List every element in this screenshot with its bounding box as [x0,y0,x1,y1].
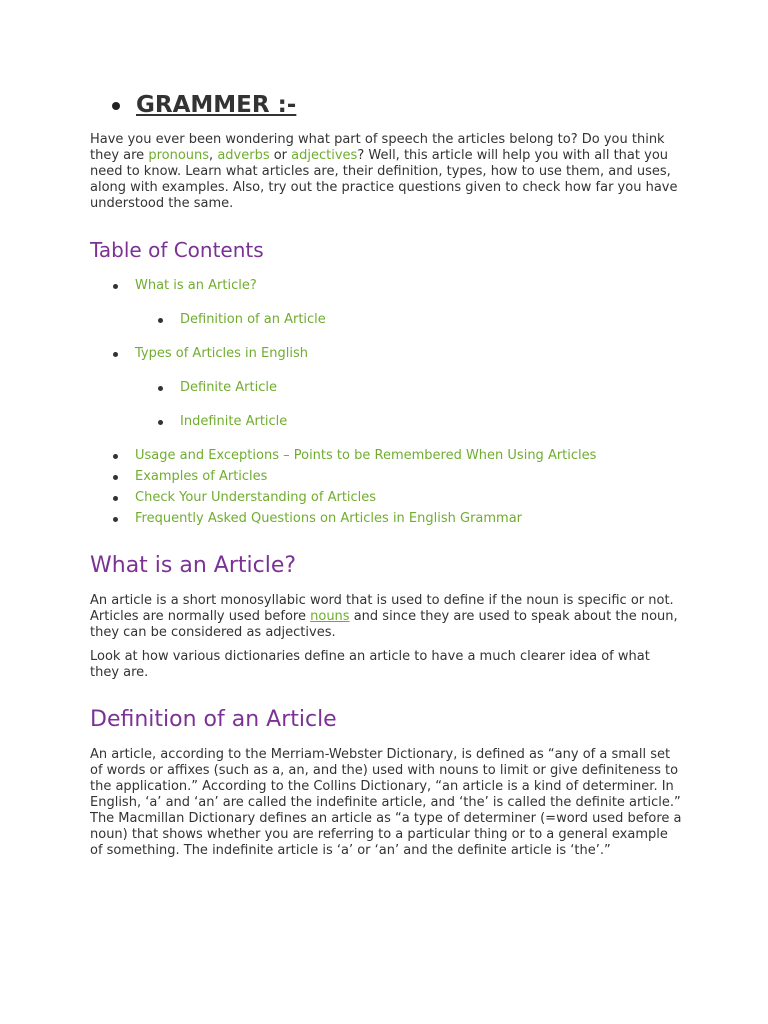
intro-text-4: ? Well, this article will help you with all that you need to know. Learn what articles are, their definition, types, how to use them, and uses, along with examples. Also, try out the practice questions given to check how far you have understood the same. [90,148,678,211]
toc-item-faq[interactable]: Frequently Asked Questions on Articles in English Grammar [90,511,682,527]
link-adjectives[interactable]: adjectives [291,148,358,163]
intro-text-3: or [269,148,292,163]
what-paragraph-2: Look at how various dictionaries define an article to have a much clearer idea of what they are. [90,649,650,680]
main-title: GRAMMER :- [90,88,682,122]
toc-item-examples[interactable]: Examples of Articles [90,469,682,485]
toc-item-what-is-article[interactable]: What is an Article? [90,278,682,294]
link-adverbs[interactable]: adverbs [217,148,270,163]
toc-item-indefinite[interactable]: Indefinite Article [90,414,682,430]
intro-text-2: , [209,148,218,163]
toc-item-check[interactable]: Check Your Understanding of Articles [90,490,682,506]
toc-list [90,278,682,527]
link-pronouns[interactable]: pronouns [148,148,210,163]
main-title-list [90,88,682,122]
what-heading: What is an Article? [90,553,297,578]
definition-heading: Definition of an Article [90,707,337,732]
toc-item-definition[interactable]: Definition of an Article [90,312,682,328]
toc-item-usage[interactable]: Usage and Exceptions – Points to be Remembered When Using Articles [90,448,682,464]
what-text-1: An article is a short monosyllabic word that is used to define if the noun is specific or not. Articles are normally used before [90,593,674,624]
intro-text-1: Have you ever been wondering what part of speech the articles belong to? Do you think they are [90,132,665,163]
document-content [90,88,682,867]
link-nouns[interactable]: nouns [310,609,350,624]
intro-paragraph [90,132,682,212]
toc-heading: Table of Contents [90,238,264,262]
definition-paragraph: An article, according to the Merriam-Webster Dictionary, is defined as “any of a small set of words or affixes (such as a, an, and the) used with nouns to limit or give definiteness to the application.” According to the Collins Dictionary, “an article is a kind of determiner. In English, ‘a’ and ‘an’ are called the indefinite article, and ‘the’ is called the definite article.” The Macmillan Dictionary defines an article as “a type of determiner (=word used before a noun) that shows whether you are referring to a particular thing or to a general example of something. The indefinite article is ‘a’ or ‘an’ and the definite article is ‘the’.” [90,747,682,858]
what-paragraph-1 [90,593,682,641]
toc-item-definite[interactable]: Definite Article [90,380,682,396]
what-text-2: and since they are used to speak about the noun, they can be considered as adjectives. [90,609,678,640]
toc-item-types[interactable]: Types of Articles in English [90,346,682,362]
